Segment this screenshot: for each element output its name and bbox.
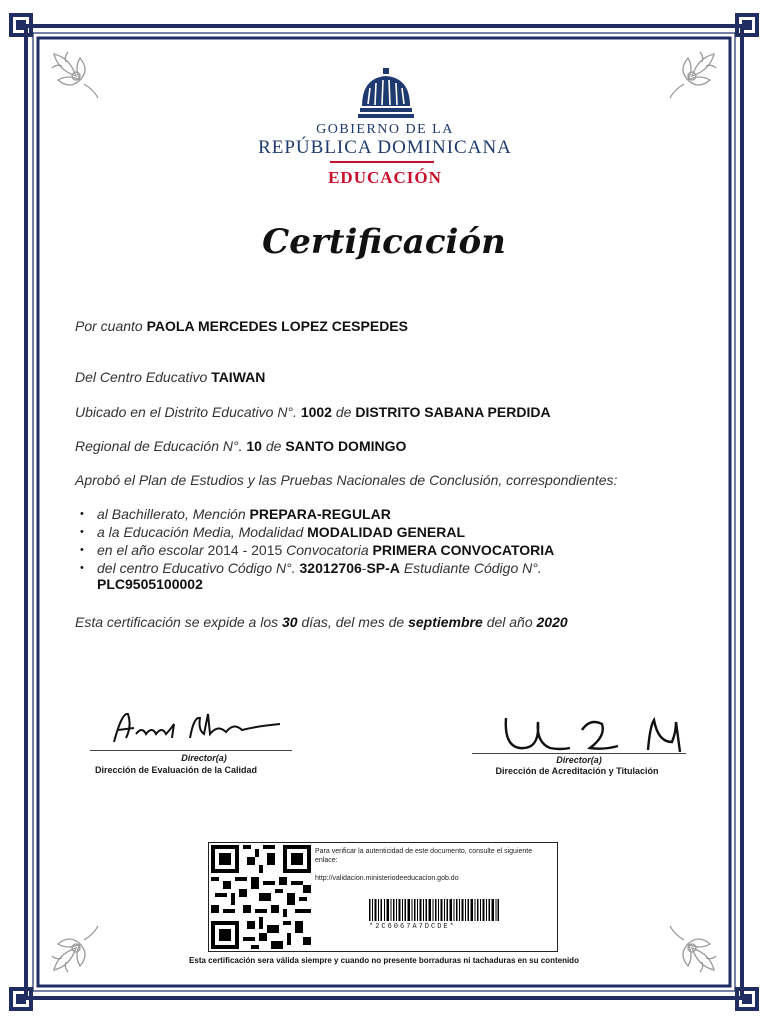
distrito-de: de	[335, 404, 352, 420]
student-name: PAOLA MERCEDES LOPEZ CESPEDES	[146, 318, 408, 334]
signature-dept-right: Dirección de Acreditación y Titulación	[495, 766, 659, 776]
regional-name: SANTO DOMINGO	[285, 438, 407, 454]
signature-left	[108, 704, 288, 748]
por-cuanto-label: Por cuanto	[75, 318, 143, 334]
aprobo-line	[75, 472, 617, 488]
centro-value: TAIWAN	[211, 369, 266, 385]
list-item: • al Bachillerato, Mención PREPARA-REGULAR	[80, 506, 391, 522]
regional-label: Regional de Educación N°.	[75, 438, 243, 454]
government-logo	[220, 62, 550, 192]
verification-text: Para verificar la autenticidad de este documento, consulte el siguiente enlace:	[315, 848, 533, 864]
list-item: • del centro Educativo Código N°. 32012706-SP-A Estudiante Código N°. PLC9505100002	[80, 560, 542, 592]
page-title: Certificación	[262, 222, 506, 262]
barcode-icon	[369, 899, 499, 921]
distrito-line	[75, 404, 551, 420]
expide-line: Esta certificación se expide a los 30 días, del mes de septiembre del año 2020	[75, 614, 568, 630]
signature-role-right: Director(a)	[556, 755, 602, 765]
barcode-text: *2C6067A7DCDE*	[369, 923, 456, 931]
regional-number: 10	[246, 438, 262, 454]
corner-ornament-icon	[666, 50, 718, 102]
signature-line-left	[90, 750, 292, 751]
signature-dept-left: Dirección de Evaluación de la Calidad	[94, 765, 258, 775]
corner-ornament-icon	[50, 50, 102, 102]
gov-divider	[330, 161, 434, 163]
verification-url: http://validacion.ministeriodeeducacion.gob.do	[315, 875, 459, 882]
verification-box	[208, 842, 558, 952]
gov-line-2: REPÚBLICA DOMINICANA	[258, 137, 512, 158]
government-dome-logo-icon	[358, 68, 414, 120]
aprobo-text: Aprobó el Plan de Estudios y las Pruebas Nacionales de Conclusión, correspondientes:	[75, 472, 618, 488]
por-cuanto-line	[75, 318, 408, 334]
list-item: • en el año escolar 2014 - 2015 Convocatoria PRIMERA CONVOCATORIA	[80, 542, 555, 558]
corner-ornament-icon	[666, 922, 718, 974]
gov-line-1: GOBIERNO DE LA	[316, 122, 454, 137]
signature-line-right	[472, 753, 686, 754]
signature-right	[500, 712, 690, 758]
distrito-name: DISTRITO SABANA PERDIDA	[355, 404, 551, 420]
regional-line	[75, 438, 406, 454]
centro-label: Del Centro Educativo	[75, 369, 208, 385]
corner-ornament-icon	[50, 922, 102, 974]
gov-line-3: EDUCACIÓN	[328, 168, 442, 187]
distrito-label: Ubicado en el Distrito Educativo N°.	[75, 404, 297, 420]
program-list	[80, 506, 700, 592]
centro-line	[75, 369, 265, 385]
qr-code-icon	[211, 845, 311, 949]
distrito-number: 1002	[300, 404, 332, 420]
list-item: • a la Educación Media, Modalidad MODALIDAD GENERAL	[80, 524, 466, 540]
signature-role-left: Director(a)	[181, 753, 227, 763]
validity-footer: Esta certificación sera válida siempre y cuando no presente borraduras ni tachaduras en su contenido	[189, 956, 579, 965]
regional-de: de	[265, 438, 282, 454]
